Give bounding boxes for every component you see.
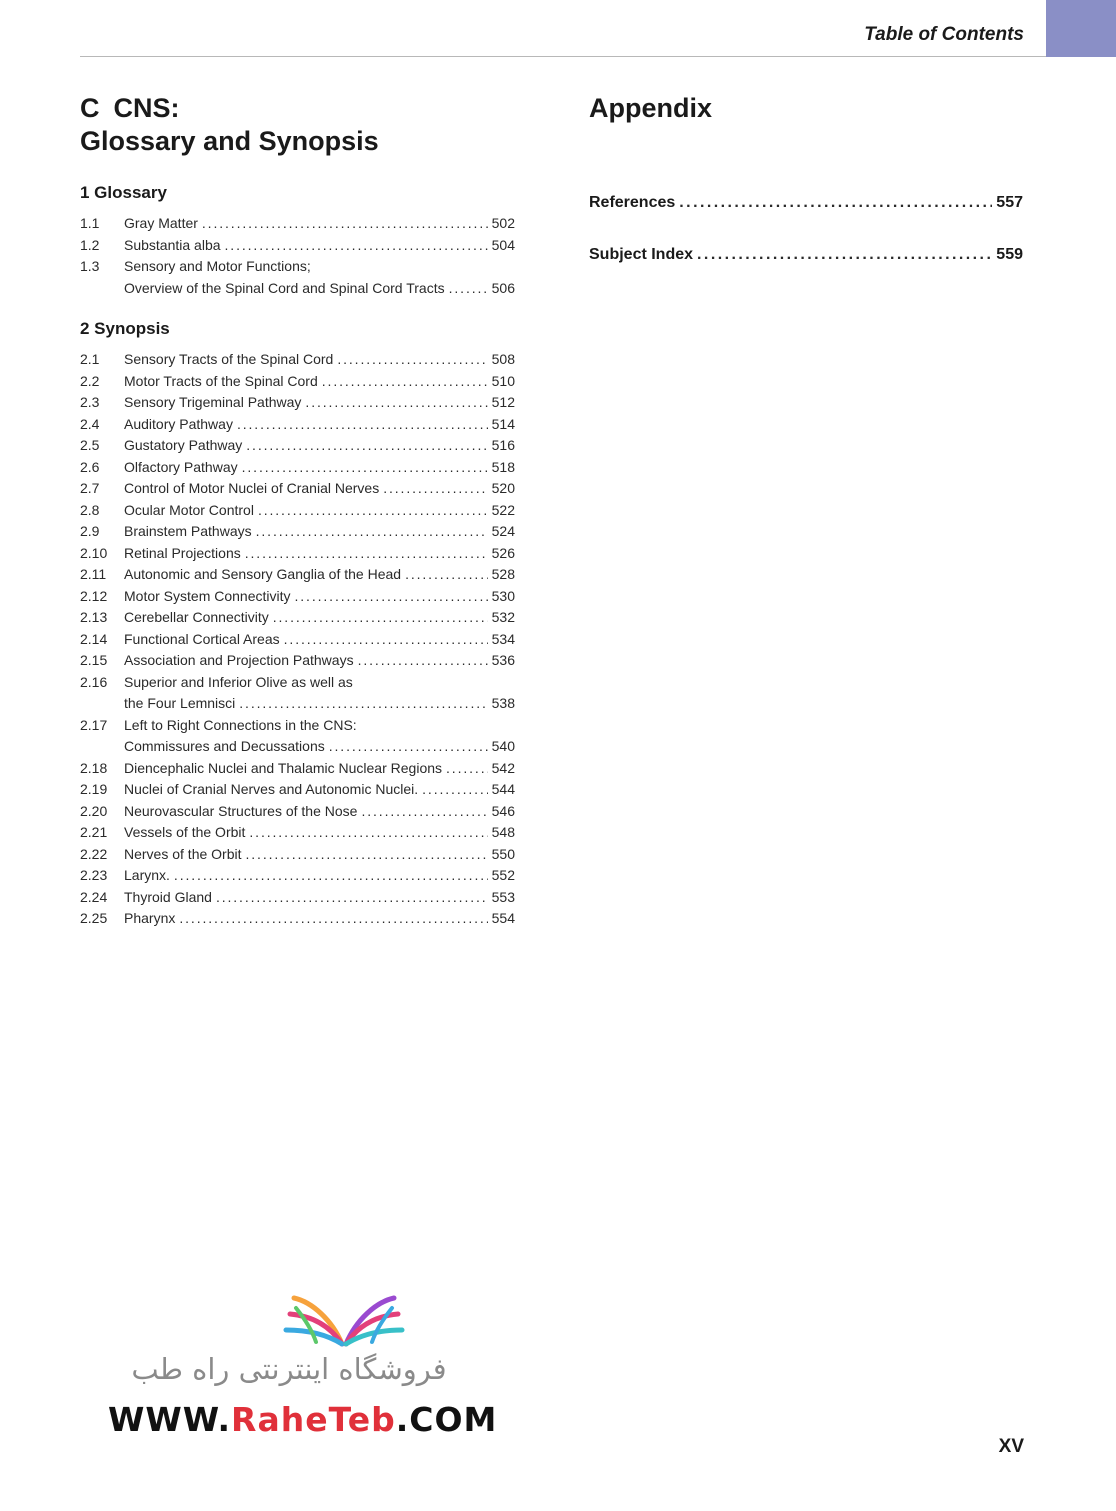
appendix-entry-page: 557 — [996, 194, 1023, 211]
dot-leader — [246, 846, 488, 862]
url-suffix: .COM — [395, 1400, 498, 1439]
appendix-entry[interactable] — [589, 246, 1023, 270]
toc-entry-number: 1.3 — [80, 258, 100, 274]
toc-entry-title: Diencephalic Nuclei and Thalamic Nuclear Regions — [124, 759, 443, 776]
toc-entry-number: 1.1 — [80, 215, 100, 231]
glossary-heading: 1 Glossary — [80, 183, 167, 202]
toc-entry[interactable] — [80, 394, 515, 416]
dot-leader — [273, 609, 488, 625]
toc-entry — [80, 674, 515, 696]
toc-entry-number: 2.4 — [80, 415, 100, 432]
appendix-entry-title: References — [589, 194, 676, 211]
toc-entry-title: Nerves of the Orbit — [124, 845, 242, 862]
dot-leader — [329, 738, 488, 754]
dot-leader — [179, 910, 487, 926]
toc-entry-number: 2.2 — [80, 372, 100, 389]
toc-entry-page: 514 — [491, 415, 515, 432]
dot-leader — [245, 545, 488, 561]
dot-leader — [284, 631, 488, 647]
toc-entry[interactable] — [80, 459, 515, 481]
toc-entry-title: Ocular Motor Control — [124, 501, 254, 518]
dot-leader — [258, 502, 488, 518]
toc-entry[interactable] — [80, 609, 515, 631]
toc-entry[interactable] — [80, 280, 515, 302]
toc-entry-title: Brainstem Pathways — [124, 523, 252, 539]
part-letter: C — [80, 93, 100, 123]
dot-leader — [679, 194, 992, 212]
toc-entry[interactable] — [80, 437, 515, 459]
toc-entry-title: Motor System Connectivity — [124, 587, 291, 604]
dot-leader — [305, 394, 487, 410]
toc-entry[interactable] — [80, 760, 515, 782]
synopsis-heading: 2 Synopsis — [80, 319, 170, 338]
toc-entry-page: 512 — [491, 394, 515, 410]
dot-leader — [246, 437, 487, 453]
toc-entry-page: 528 — [491, 566, 515, 582]
toc-entry[interactable] — [80, 781, 515, 803]
toc-entry-title: Sensory and Motor Functions; — [124, 258, 311, 274]
toc-entry[interactable] — [80, 215, 515, 237]
appendix-entry-title: Subject Index — [589, 246, 694, 263]
dot-leader — [322, 373, 488, 389]
watermark-url — [108, 1400, 497, 1439]
toc-entry[interactable] — [80, 846, 515, 868]
toc-entry-number: 2.24 — [80, 888, 108, 905]
toc-entry-page: 554 — [491, 910, 515, 926]
toc-entry-number: 2.15 — [80, 652, 108, 668]
running-header-title: Table of Contents — [864, 24, 1024, 45]
dot-leader — [337, 351, 487, 367]
dot-leader — [358, 652, 488, 668]
toc-entry-page: 530 — [491, 587, 515, 604]
book-logo-icon — [282, 1290, 406, 1348]
toc-entry-page: 532 — [491, 609, 515, 625]
toc-entry-number: 2.1 — [80, 351, 100, 367]
dot-leader — [361, 803, 487, 819]
dot-leader — [216, 889, 488, 905]
toc-entry-title: Olfactory Pathway — [124, 458, 238, 475]
toc-entry-number: 2.22 — [80, 845, 108, 862]
toc-entry-number: 2.16 — [80, 673, 108, 690]
toc-entry-title: Cerebellar Connectivity — [124, 609, 269, 625]
toc-entry-page: 524 — [491, 523, 515, 539]
dot-leader — [256, 523, 488, 539]
toc-entry-number: 2.10 — [80, 544, 108, 561]
toc-entry-number: 2.6 — [80, 458, 100, 475]
toc-entry-title: Gray Matter — [124, 215, 198, 231]
toc-entry-number: 2.7 — [80, 480, 100, 496]
toc-entry-number: 2.19 — [80, 781, 108, 797]
toc-entry-page: 552 — [491, 867, 515, 883]
toc-entry-number: 2.8 — [80, 501, 100, 518]
toc-entry — [80, 717, 515, 739]
toc-entry-title: Sensory Tracts of the Spinal Cord — [124, 351, 334, 367]
toc-entry-page: 540 — [491, 738, 515, 754]
toc-entry-page: 548 — [491, 824, 515, 840]
toc-entry-title: Vessels of the Orbit — [124, 824, 246, 840]
toc-entry-page: 506 — [491, 279, 515, 296]
toc-entry[interactable] — [80, 351, 515, 373]
part-title-line1: CNS: — [113, 93, 180, 123]
toc-entry[interactable] — [80, 738, 515, 760]
toc-entry-page: 526 — [491, 544, 515, 561]
toc-entry-page: 550 — [491, 845, 515, 862]
toc-entry[interactable] — [80, 695, 515, 717]
header-divider — [80, 56, 1046, 57]
toc-entry-number: 2.18 — [80, 759, 108, 776]
toc-entry-title: Overview of the Spinal Cord and Spinal Cord Tracts — [124, 279, 445, 296]
toc-entry-title: Control of Motor Nuclei of Cranial Nerves — [124, 480, 380, 496]
part-title-line2: Glossary and Synopsis — [80, 126, 379, 156]
dot-leader — [174, 867, 488, 883]
toc-entry-page: 522 — [491, 501, 515, 518]
toc-entry-title: Auditory Pathway — [124, 415, 233, 432]
toc-entry-title: Retinal Projections — [124, 544, 241, 561]
toc-entry[interactable] — [80, 867, 515, 889]
toc-entry-title: Autonomic and Sensory Ganglia of the Head — [124, 566, 402, 582]
dot-leader — [383, 480, 487, 496]
header-color-tab — [1046, 0, 1116, 57]
toc-entry[interactable] — [80, 502, 515, 524]
toc-entry-title: Pharynx — [124, 910, 176, 926]
dot-leader — [449, 280, 488, 296]
left-column — [80, 92, 515, 932]
toc-entry-number: 2.17 — [80, 716, 108, 733]
toc-entry-page: 542 — [491, 759, 515, 776]
toc-entry-title: Thyroid Gland — [124, 888, 212, 905]
toc-entry[interactable] — [80, 566, 515, 588]
appendix-list — [589, 194, 1023, 270]
url-brand: RaheTeb — [231, 1400, 396, 1439]
toc-entry-page: 504 — [491, 236, 515, 253]
toc-entry-page: 502 — [491, 215, 515, 231]
appendix-entry-page: 559 — [996, 246, 1023, 263]
toc-entry-number: 2.11 — [80, 566, 107, 582]
right-column — [589, 92, 1023, 270]
toc-entry-title: Larynx. — [124, 867, 170, 883]
dot-leader — [225, 237, 488, 253]
dot-leader — [237, 416, 488, 432]
toc-entry-number: 2.9 — [80, 523, 100, 539]
part-title — [80, 92, 515, 158]
dot-leader — [446, 760, 488, 776]
toc-entry[interactable] — [80, 631, 515, 653]
toc-entry[interactable] — [80, 545, 515, 567]
url-prefix: WWW. — [108, 1400, 232, 1439]
toc-entry-page: 544 — [491, 781, 515, 797]
toc-entry[interactable] — [80, 652, 515, 674]
glossary-list — [80, 215, 515, 301]
toc-entry[interactable] — [80, 889, 515, 911]
dot-leader — [242, 459, 488, 475]
watermark — [108, 1290, 498, 1440]
toc-entry-page: 520 — [491, 480, 515, 496]
toc-entry[interactable] — [80, 588, 515, 610]
toc-entry-title: Nuclei of Cranial Nerves and Autonomic Nuclei. — [124, 781, 419, 797]
appendix-title: Appendix — [589, 93, 713, 123]
toc-entry-title: Superior and Inferior Olive as well as — [124, 673, 353, 690]
toc-entry-number: 2.14 — [80, 630, 108, 647]
dot-leader — [697, 246, 992, 264]
toc-entry[interactable] — [80, 237, 515, 259]
toc-entry-number: 2.12 — [80, 587, 108, 604]
toc-entry[interactable] — [80, 523, 515, 545]
toc-entry-number: 1.2 — [80, 236, 100, 253]
page-number: XV — [998, 1436, 1024, 1457]
toc-entry-number: 2.21 — [80, 824, 108, 840]
toc-entry[interactable] — [80, 480, 515, 502]
toc-entry-title: Motor Tracts of the Spinal Cord — [124, 372, 318, 389]
dot-leader — [422, 781, 488, 797]
toc-entry-number: 2.23 — [80, 867, 108, 883]
toc-entry-page: 538 — [491, 695, 515, 711]
toc-entry-page: 508 — [491, 351, 515, 367]
synopsis-list — [80, 351, 515, 932]
toc-entry[interactable] — [80, 910, 515, 932]
toc-entry-page: 510 — [491, 372, 515, 389]
dot-leader — [405, 566, 488, 582]
toc-entry-title: Gustatory Pathway — [124, 437, 243, 453]
watermark-persian-text: فروشگاه اینترنتی راه طب — [131, 1352, 447, 1386]
toc-entry — [80, 258, 515, 280]
toc-entry-page: 516 — [491, 437, 515, 453]
toc-entry[interactable] — [80, 416, 515, 438]
toc-entry-title: Association and Projection Pathways — [124, 652, 354, 668]
toc-entry-title: Neurovascular Structures of the Nose — [124, 802, 358, 819]
toc-entry[interactable] — [80, 803, 515, 825]
toc-entry-title: Left to Right Connections in the CNS: — [124, 716, 357, 733]
toc-entry-page: 546 — [491, 802, 515, 819]
toc-entry-page: 536 — [491, 652, 515, 668]
dot-leader — [239, 695, 487, 711]
toc-entry-number: 2.20 — [80, 802, 108, 819]
toc-entry-number: 2.3 — [80, 394, 100, 410]
dot-leader — [249, 824, 487, 840]
toc-entry-page: 534 — [491, 630, 515, 647]
toc-entry-title: Functional Cortical Areas — [124, 630, 280, 647]
toc-entry-page: 553 — [491, 888, 515, 905]
appendix-entry[interactable] — [589, 194, 1023, 218]
toc-entry[interactable] — [80, 824, 515, 846]
toc-entry-title: Commissures and Decussations — [124, 738, 325, 754]
dot-leader — [202, 215, 488, 231]
toc-entry-title: the Four Lemnisci — [124, 695, 236, 711]
toc-entry[interactable] — [80, 373, 515, 395]
toc-entry-number: 2.5 — [80, 437, 100, 453]
toc-entry-number: 2.25 — [80, 910, 108, 926]
toc-entry-page: 518 — [491, 458, 515, 475]
toc-entry-title: Sensory Trigeminal Pathway — [124, 394, 302, 410]
toc-entry-title: Substantia alba — [124, 236, 221, 253]
dot-leader — [295, 588, 488, 604]
toc-entry-number: 2.13 — [80, 609, 108, 625]
